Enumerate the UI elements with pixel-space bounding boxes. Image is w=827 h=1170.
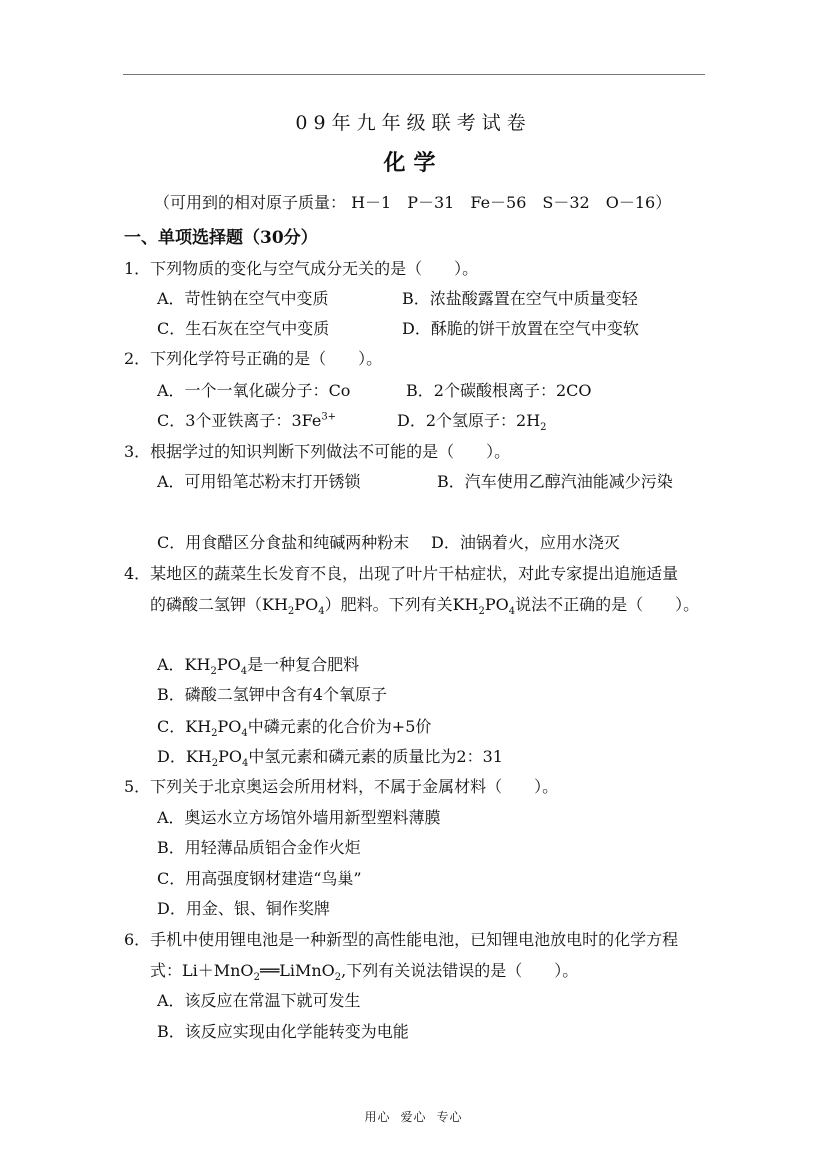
atomic-mass-note: （可用到的相对原子质量： H－1 P－31 Fe－56 S－32 O－16） xyxy=(154,193,672,212)
q1-option-d: D．酥脆的饼干放置在空气中变软 xyxy=(402,319,639,338)
q4-option-a: A．$KH_2PO_4$是一种复合肥料 xyxy=(157,655,360,678)
q6-option-b: B．该反应实现由化学能转变为电能 xyxy=(157,1022,409,1041)
section-heading: 一、单项选择题（30分） xyxy=(124,228,318,248)
header-rule xyxy=(123,74,705,75)
q4-option-d: D．$KH_2PO_4$中氢元素和磷元素的质量比为2：31 xyxy=(157,747,503,770)
q5-option-a: A．奥运水立方场馆外墙用新型塑料薄膜 xyxy=(157,808,441,827)
q3-option-a: A．可用铅笔芯粉末打开锈锁 xyxy=(157,472,361,491)
q1-option-b: B．浓盐酸露置在空气中质量变轻 xyxy=(402,289,638,308)
q6-option-a: A．该反应在常温下就可发生 xyxy=(157,991,361,1010)
q5-option-b: B．用轻薄品质铝合金作火炬 xyxy=(157,838,361,857)
q3-option-b: B．汽车使用乙醇汽油能减少污染 xyxy=(437,472,673,491)
q1-option-a: A．苛性钠在空气中变质 xyxy=(157,289,329,308)
q6-stem-line2: 式：Li＋MnO$_2$══LiMnO$_2$,下列有关说法错误的是（ ）。 xyxy=(150,961,579,984)
q6-stem-line1: 6．手机中使用锂电池是一种新型的高性能电池，已知锂电池放电时的化学方程 xyxy=(124,930,679,949)
q2-option-a: A．一个一氧化碳分子：Co xyxy=(157,381,351,400)
q3-option-c: C．用食醋区分食盐和纯碱两种粉末 xyxy=(157,533,410,552)
q2-stem: 2．下列化学符号正确的是（ ）。 xyxy=(124,349,383,368)
q4-option-c: C．$KH_2PO_4$中磷元素的化合价为+5价 xyxy=(157,717,432,740)
q4-stem-line1: 4．某地区的蔬菜生长发育不良，出现了叶片干枯症状，对此专家提出追施适量 xyxy=(124,564,679,583)
q1-option-c: C．生石灰在空气中变质 xyxy=(157,319,330,338)
q3-option-d: D．油锅着火，应用水浇灭 xyxy=(431,533,620,552)
q2-option-b: B．2个碳酸根离子：2CO xyxy=(406,381,592,400)
exam-title: 09年九年级联考试卷 xyxy=(295,112,532,134)
page-footer: 用心 爱心 专心 xyxy=(364,1110,463,1124)
q5-stem: 5．下列关于北京奥运会所用材料，不属于金属材料（ ）。 xyxy=(124,777,559,796)
q4-stem-line2: 的磷酸二氢钾$(KH_2PO_4)$肥料。下列有关$KH_2PO_4$说法不正确的是（ ）。 xyxy=(150,595,700,618)
subject-title: 化学 xyxy=(383,150,444,176)
q5-option-c: C．用高强度钢材建造“鸟巢” xyxy=(157,869,362,888)
q3-stem: 3．根据学过的知识判断下列做法不可能的是（ ）。 xyxy=(124,442,511,461)
q2-option-d: D．2个氢原子：$2H_2$ xyxy=(397,411,547,434)
q1-stem: 1．下列物质的变化与空气成分无关的是（ ）。 xyxy=(124,259,479,278)
q2-option-c: C．3个亚铁离子：$3Fe^{3+}$ xyxy=(157,411,337,430)
q5-option-d: D．用金、银、铜作奖牌 xyxy=(157,899,330,918)
q4-option-b: B．磷酸二氢钾中含有4个氧原子 xyxy=(157,685,387,704)
